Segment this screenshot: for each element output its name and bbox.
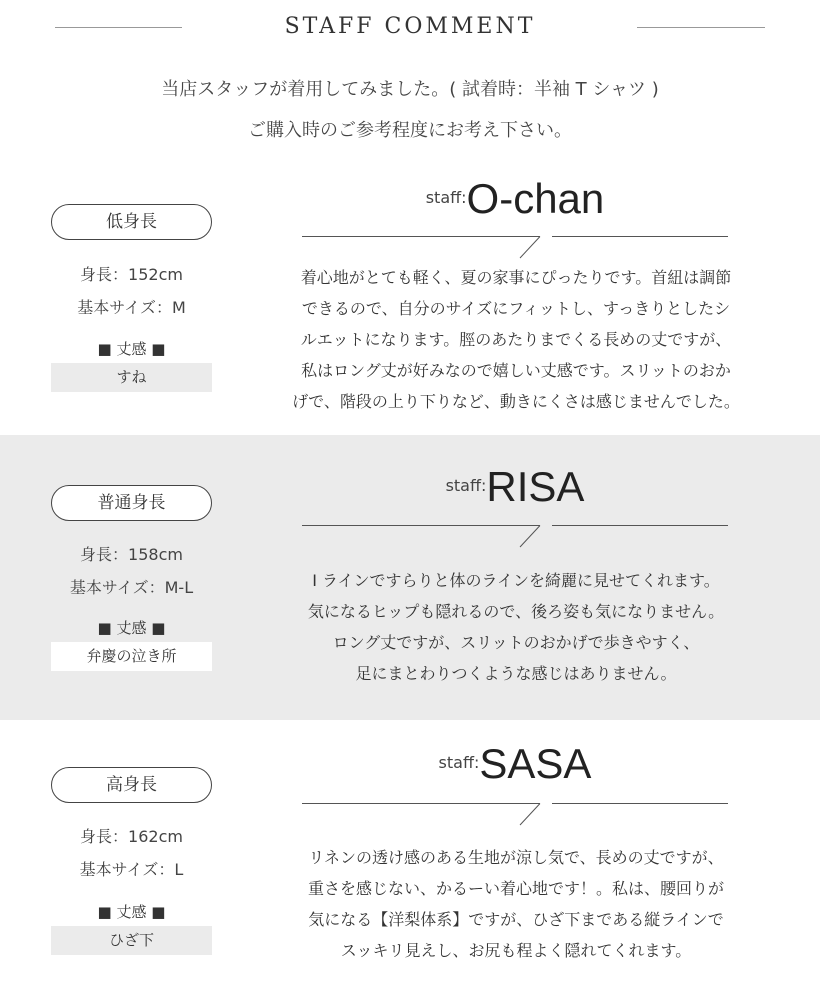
header-rule-right <box>637 27 765 28</box>
comment-line: ルエットになります。脛のあたりまでくる長めの丈ですが、 <box>300 330 732 349</box>
staff-name-block <box>300 463 730 511</box>
comment-line: 気になる【洋梨体系】ですが、ひざ下まである縦ラインで <box>308 910 724 929</box>
staff-section-1 <box>0 160 820 435</box>
staff-comment <box>262 565 770 689</box>
comment-line: 気になるヒップも隠れるので、後ろ姿も気になりません。 <box>307 602 725 621</box>
speech-divider <box>302 800 728 830</box>
base-size: 基本サイズ：M <box>77 298 186 317</box>
speech-divider <box>302 522 728 552</box>
staff-section-2 <box>0 435 820 720</box>
height-type-badge: 低身長 <box>51 204 212 240</box>
height-type-badge: 高身長 <box>51 767 212 803</box>
speech-divider <box>302 233 728 263</box>
fit-value: ひざ下 <box>51 926 212 955</box>
staff-name-block <box>300 740 730 788</box>
fit-value: すね <box>51 363 212 392</box>
height-value: 身長：152cm <box>80 265 183 284</box>
fit-label: ■ 丈感 ■ <box>97 903 166 921</box>
staff-section-3 <box>0 720 820 1000</box>
height-type-badge: 普通身長 <box>51 485 212 521</box>
staff-comment <box>262 262 770 417</box>
staff-comment <box>262 842 770 966</box>
staff-prefix: staff: <box>425 188 467 207</box>
comment-line: できるので、自分のサイズにフィットし、すっきりとしたシ <box>301 299 731 318</box>
comment-line: 足にまとわりつくような感じはありません。 <box>355 664 677 683</box>
fit-label: ■ 丈感 ■ <box>97 340 166 358</box>
fit-value: 弁慶の泣き所 <box>51 642 212 671</box>
comment-line: げで、階段の上り下りなど、動きにくさは感じませんでした。 <box>292 392 740 411</box>
comment-line: リネンの透け感のある生地が涼し気で、長めの丈ですが、 <box>308 848 724 867</box>
height-value: 身長：158cm <box>80 545 183 564</box>
fit-label: ■ 丈感 ■ <box>97 619 166 637</box>
intro-line-2: ご購入時のご参考程度にお考え下さい。 <box>248 120 572 141</box>
height-value: 身長：162cm <box>80 827 183 846</box>
page-title: STAFF COMMENT <box>284 14 536 39</box>
staff-name: SASA <box>479 740 592 787</box>
staff-prefix: staff: <box>445 476 487 495</box>
comment-line: ロング丈ですが、スリットのおかげで歩きやすく、 <box>332 633 700 652</box>
comment-line: 着心地がとても軽く、夏の家事にぴったりです。首紐は調節 <box>300 268 732 287</box>
header <box>0 0 820 60</box>
base-size: 基本サイズ：L <box>79 860 184 879</box>
comment-line: 重さを感じない、かるーい着心地です！。私は、腰回りが <box>307 879 724 898</box>
comment-line: I ラインですらりと体のラインを綺麗に見せてくれます。 <box>312 571 720 590</box>
staff-name: RISA <box>486 463 585 510</box>
staff-prefix: staff: <box>438 753 480 772</box>
staff-name-block <box>300 175 730 223</box>
intro-line-1: 当店スタッフが着用してみました。( 試着時：半袖 T シャツ ) <box>161 79 659 100</box>
comment-line: スッキリ見えし、お尻も程よく隠れてくれます。 <box>340 941 692 960</box>
comment-line: 私はロング丈が好みなので嬉しい丈感です。スリットのおか <box>301 361 731 380</box>
staff-name: O-chan <box>466 175 605 222</box>
base-size: 基本サイズ：M-L <box>69 578 194 597</box>
